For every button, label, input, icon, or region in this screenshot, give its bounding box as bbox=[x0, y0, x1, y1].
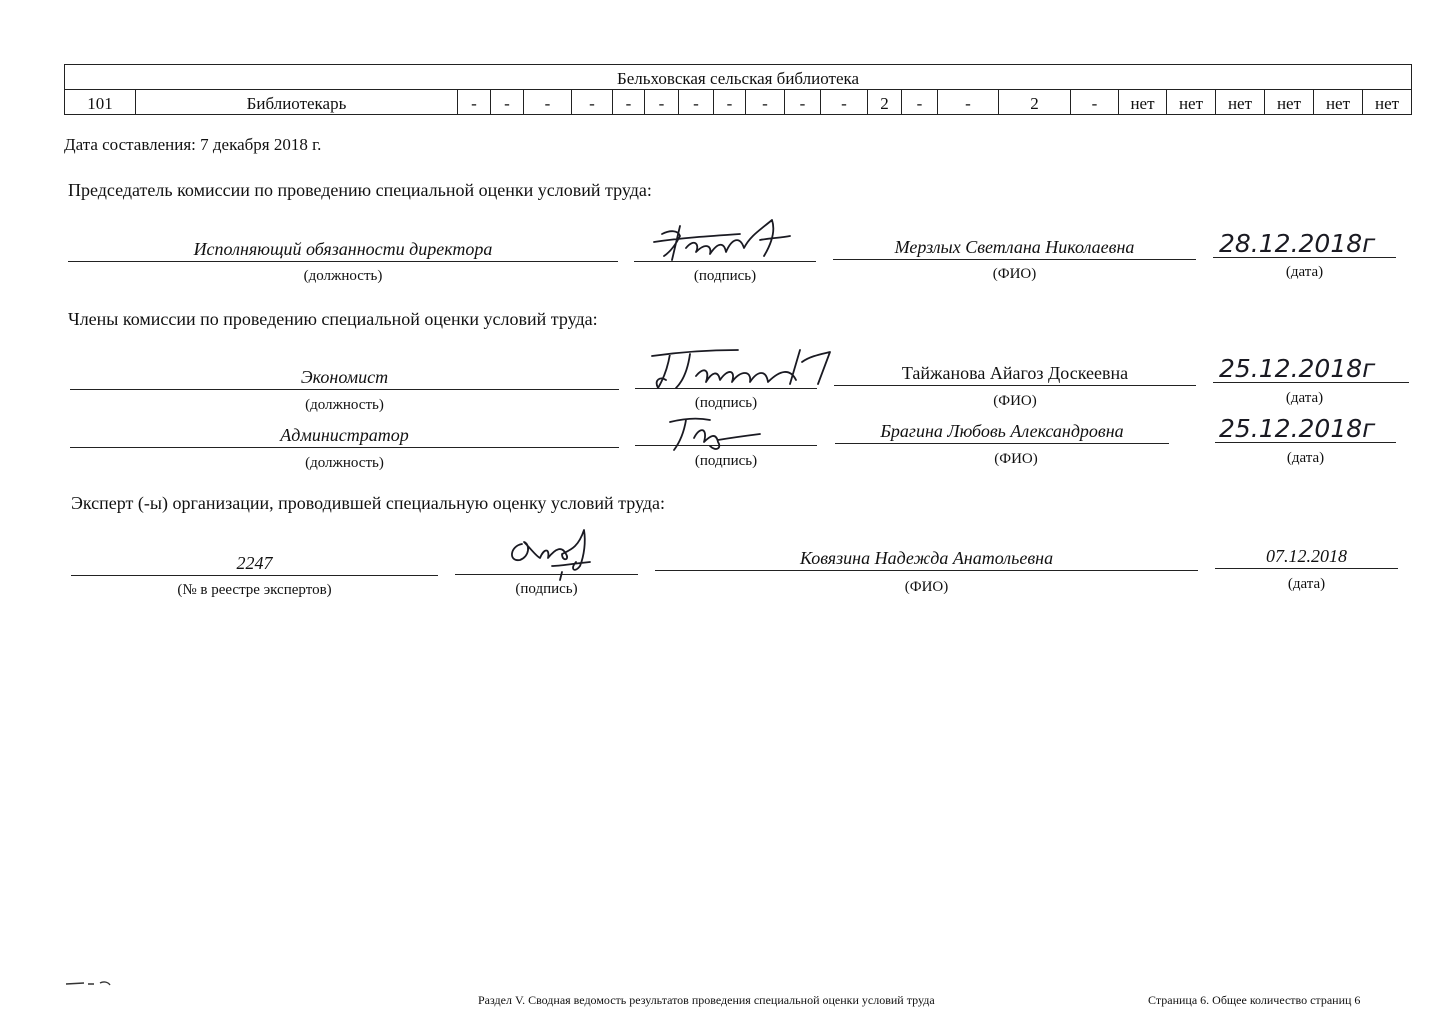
results-table bbox=[64, 64, 1412, 115]
group-title: Бельховская сельская библиотека bbox=[65, 65, 1412, 90]
svg-text:28.12.2018г: 28.12.2018г bbox=[1219, 229, 1376, 258]
row-number: 101 bbox=[65, 90, 136, 115]
table-cell: - bbox=[679, 90, 714, 115]
date-caption: (дата) bbox=[1286, 450, 1325, 466]
member-2-signature-icon bbox=[660, 408, 770, 454]
chairman-date-handwritten bbox=[1215, 222, 1400, 262]
table-cell: - bbox=[524, 90, 572, 115]
table-cell: нет bbox=[1363, 90, 1412, 115]
table-cell: - bbox=[491, 90, 524, 115]
table-cell: - bbox=[821, 90, 868, 115]
expert-fio: Ковязина Надежда Анатольевна bbox=[799, 548, 1054, 568]
member-1-signature-icon bbox=[640, 340, 840, 396]
table-cell: нет bbox=[1265, 90, 1314, 115]
position-caption: (должность) bbox=[305, 455, 384, 471]
table-cell: - bbox=[746, 90, 785, 115]
footer-section: Раздел V. Сводная ведомость результатов проведения специальной оценки условий труда bbox=[478, 993, 935, 1007]
date-caption: (дата) bbox=[1285, 390, 1324, 406]
date-compiled: Дата составления: 7 декабря 2018 г. bbox=[64, 135, 322, 154]
date-caption: (дата) bbox=[1287, 576, 1326, 592]
svg-text:25.12.2018г: 25.12.2018г bbox=[1219, 354, 1376, 383]
signature-caption: (подпись) bbox=[693, 268, 757, 284]
chairman-fio-line bbox=[833, 237, 1196, 260]
expert-signature-icon bbox=[500, 522, 610, 584]
scan-mark-icon bbox=[64, 978, 116, 990]
position-caption: (должность) bbox=[305, 397, 384, 413]
member-2-position: Администратор bbox=[280, 425, 409, 445]
member-1-date-handwritten bbox=[1215, 346, 1410, 386]
member-2-position-line bbox=[70, 425, 619, 448]
signature-caption: (подпись) bbox=[694, 395, 758, 411]
table-cell: - bbox=[938, 90, 999, 115]
member-2-fio-line bbox=[835, 421, 1169, 444]
member-1-fio-line bbox=[834, 363, 1196, 386]
chairman-signature-icon bbox=[640, 212, 820, 268]
registry-caption: (№ в реестре экспертов) bbox=[177, 582, 332, 598]
table-cell: - bbox=[458, 90, 491, 115]
fio-caption: (ФИО) bbox=[993, 393, 1037, 409]
table-cell: 2 bbox=[999, 90, 1071, 115]
table-cell: нет bbox=[1119, 90, 1167, 115]
row-position: Библиотекарь bbox=[136, 90, 458, 115]
member-2-date-handwritten bbox=[1217, 406, 1402, 446]
position-caption: (должность) bbox=[303, 268, 383, 284]
group-row bbox=[65, 65, 1412, 90]
footer-page: Страница 6. Общее количество страниц 6 bbox=[1148, 993, 1361, 1007]
table-cell: - bbox=[714, 90, 746, 115]
expert-fio-line bbox=[655, 548, 1198, 571]
member-2-fio: Брагина Любовь Александровна bbox=[880, 421, 1124, 441]
table-cell: - bbox=[785, 90, 821, 115]
member-1-fio: Тайжанова Айагоз Доскеевна bbox=[901, 363, 1129, 383]
chairman-heading: Председатель комиссии по проведению специальной оценки условий труда: bbox=[68, 180, 652, 200]
expert-date-line bbox=[1215, 546, 1398, 569]
table-cell: нет bbox=[1167, 90, 1216, 115]
expert-registry-number: 2247 bbox=[236, 553, 273, 573]
fio-caption: (ФИО) bbox=[904, 579, 949, 595]
member-1-position-line bbox=[70, 367, 619, 390]
table-cell: - bbox=[613, 90, 645, 115]
fio-caption: (ФИО) bbox=[992, 266, 1037, 282]
table-cell: 2 bbox=[868, 90, 902, 115]
signature-caption: (подпись) bbox=[515, 581, 578, 597]
chairman-position: Исполняющий обязанности директора bbox=[193, 239, 493, 259]
fio-caption: (ФИО) bbox=[994, 451, 1038, 467]
signature-caption: (подпись) bbox=[694, 453, 758, 469]
chairman-fio: Мерзлых Светлана Николаевна bbox=[894, 237, 1135, 257]
table-row bbox=[65, 90, 1412, 115]
members-heading: Члены комиссии по проведению специальной оценки условий труда: bbox=[68, 309, 598, 329]
table-cell: нет bbox=[1216, 90, 1265, 115]
svg-text:25.12.2018г: 25.12.2018г bbox=[1219, 414, 1376, 443]
expert-date: 07.12.2018 bbox=[1266, 546, 1347, 566]
chairman-position-line bbox=[68, 239, 618, 262]
date-caption: (дата) bbox=[1285, 264, 1324, 280]
table-cell: - bbox=[572, 90, 613, 115]
expert-heading: Эксперт (-ы) организации, проводившей специальную оценку условий труда: bbox=[71, 493, 666, 513]
table-cell: нет bbox=[1314, 90, 1363, 115]
table-cell: - bbox=[902, 90, 938, 115]
member-1-position: Экономист bbox=[300, 367, 389, 387]
table-cell: - bbox=[645, 90, 679, 115]
table-cell: - bbox=[1071, 90, 1119, 115]
expert-registry-line bbox=[71, 553, 438, 576]
